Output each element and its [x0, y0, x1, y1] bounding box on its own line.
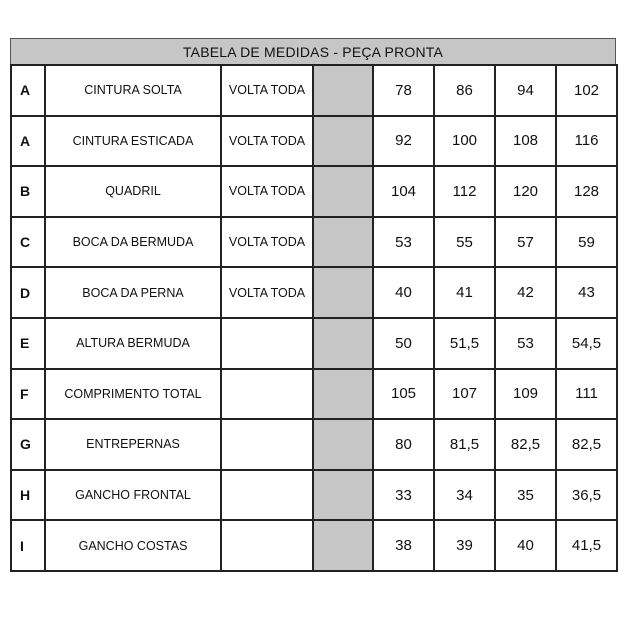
measure-name: QUADRIL — [45, 166, 221, 217]
table-title: TABELA DE MEDIDAS - PEÇA PRONTA — [10, 38, 616, 64]
row-letter: G — [11, 419, 45, 470]
size-value: 102 — [556, 65, 617, 116]
row-letter: H — [11, 470, 45, 521]
measure-name: BOCA DA BERMUDA — [45, 217, 221, 268]
table-row — [11, 520, 617, 571]
gray-spacer-cell — [313, 520, 373, 571]
measure-note — [221, 369, 313, 420]
size-value: 108 — [495, 116, 556, 167]
measure-note: VOLTA TODA — [221, 166, 313, 217]
gray-spacer-cell — [313, 369, 373, 420]
gray-spacer-cell — [313, 470, 373, 521]
size-value: 35 — [495, 470, 556, 521]
size-value: 55 — [434, 217, 495, 268]
gray-spacer-cell — [313, 318, 373, 369]
size-value: 100 — [434, 116, 495, 167]
size-value: 105 — [373, 369, 434, 420]
size-value: 92 — [373, 116, 434, 167]
row-letter: A — [11, 116, 45, 167]
size-value: 111 — [556, 369, 617, 420]
size-value: 116 — [556, 116, 617, 167]
size-value: 82,5 — [556, 419, 617, 470]
size-value: 43 — [556, 267, 617, 318]
size-value: 57 — [495, 217, 556, 268]
measure-note — [221, 419, 313, 470]
row-letter: D — [11, 267, 45, 318]
row-letter: F — [11, 369, 45, 420]
table-row — [11, 267, 617, 318]
measure-note: VOLTA TODA — [221, 217, 313, 268]
size-value: 120 — [495, 166, 556, 217]
row-letter: E — [11, 318, 45, 369]
measure-note — [221, 520, 313, 571]
measure-name: ALTURA BERMUDA — [45, 318, 221, 369]
measure-note — [221, 470, 313, 521]
size-value: 54,5 — [556, 318, 617, 369]
size-value: 78 — [373, 65, 434, 116]
measurement-table — [10, 64, 618, 572]
size-value: 104 — [373, 166, 434, 217]
size-value: 112 — [434, 166, 495, 217]
size-value: 86 — [434, 65, 495, 116]
size-value: 41 — [434, 267, 495, 318]
row-letter: A — [11, 65, 45, 116]
gray-spacer-cell — [313, 267, 373, 318]
table-body — [11, 65, 617, 571]
size-value: 38 — [373, 520, 434, 571]
measure-name: BOCA DA PERNA — [45, 267, 221, 318]
size-value: 94 — [495, 65, 556, 116]
table-row — [11, 65, 617, 116]
table-row — [11, 318, 617, 369]
measure-name: GANCHO FRONTAL — [45, 470, 221, 521]
measure-name: GANCHO COSTAS — [45, 520, 221, 571]
size-value: 80 — [373, 419, 434, 470]
gray-spacer-cell — [313, 217, 373, 268]
table-row — [11, 217, 617, 268]
size-value: 82,5 — [495, 419, 556, 470]
size-value: 40 — [495, 520, 556, 571]
gray-spacer-cell — [313, 419, 373, 470]
size-value: 107 — [434, 369, 495, 420]
size-value: 36,5 — [556, 470, 617, 521]
size-value: 53 — [373, 217, 434, 268]
gray-spacer-cell — [313, 116, 373, 167]
size-value: 40 — [373, 267, 434, 318]
size-value: 34 — [434, 470, 495, 521]
measure-name: COMPRIMENTO TOTAL — [45, 369, 221, 420]
row-letter: B — [11, 166, 45, 217]
measure-note: VOLTA TODA — [221, 267, 313, 318]
size-value: 39 — [434, 520, 495, 571]
gray-spacer-cell — [313, 65, 373, 116]
table-row — [11, 166, 617, 217]
size-value: 128 — [556, 166, 617, 217]
size-value: 51,5 — [434, 318, 495, 369]
measure-name: ENTREPERNAS — [45, 419, 221, 470]
size-value: 50 — [373, 318, 434, 369]
measure-note: VOLTA TODA — [221, 65, 313, 116]
measure-name: CINTURA ESTICADA — [45, 116, 221, 167]
table-row — [11, 419, 617, 470]
table-row — [11, 369, 617, 420]
measure-note — [221, 318, 313, 369]
gray-spacer-cell — [313, 166, 373, 217]
table-row — [11, 116, 617, 167]
size-value: 53 — [495, 318, 556, 369]
size-value: 41,5 — [556, 520, 617, 571]
size-value: 59 — [556, 217, 617, 268]
size-value: 81,5 — [434, 419, 495, 470]
size-value: 33 — [373, 470, 434, 521]
size-value: 42 — [495, 267, 556, 318]
table-row — [11, 470, 617, 521]
measure-note: VOLTA TODA — [221, 116, 313, 167]
size-value: 109 — [495, 369, 556, 420]
row-letter: C — [11, 217, 45, 268]
row-letter: I — [11, 520, 45, 571]
measure-name: CINTURA SOLTA — [45, 65, 221, 116]
